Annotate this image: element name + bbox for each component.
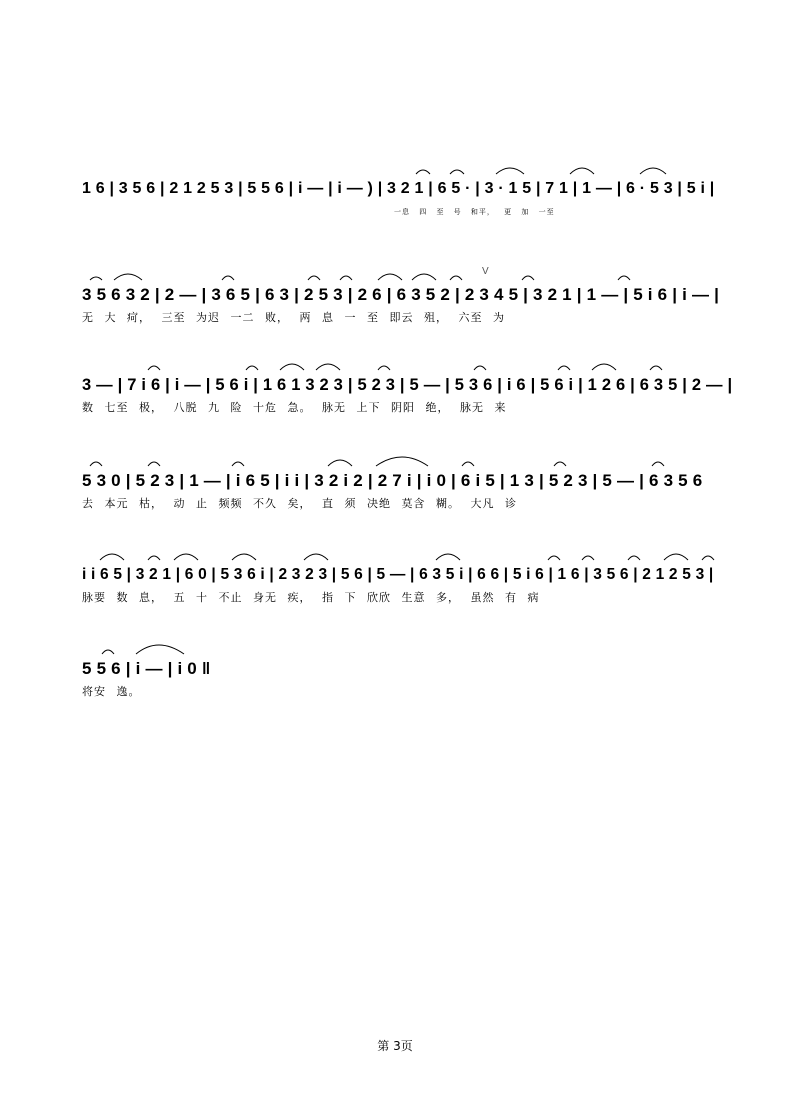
score-system bbox=[82, 452, 732, 512]
notation-line: 5 3 0 | 5 2 3 | 1 — | i 6 5 | i i | 3 2 i 2 | 2 7 i | i 0 | 6 i 5 | 1 3 | 5 2 3 | 5 — | 6 3 5 6 bbox=[82, 471, 703, 490]
score-system bbox=[82, 546, 732, 606]
breath-mark: V bbox=[482, 266, 489, 277]
notation-line: 5 5 6 | i — | i 0 ‖ bbox=[82, 659, 211, 678]
page-number: 第 3页 bbox=[377, 1039, 413, 1053]
notation-line: 1 6 | 3 5 6 | 2 1 2 5 3 | 5 5 6 | i — | i — ) | 3 2 1 | 6 5 · | 3 · 1 5 | 7 1 | 1 — | 6 · 5 3 | 5 i | bbox=[82, 180, 715, 197]
lyrics-line: 脉要 数 息， 五 十 不止 身无 疾， 指 下 欣欣 生意 多， 虽然 有 病 bbox=[82, 591, 540, 604]
notation-line: 3 5 6 3 2 | 2 — | 3 6 5 | 6 3 | 2 5 3 | 2 6 | 6 3 5 2 | 2 3 4 5 | 3 2 1 | 1 — | 5 i 6 | i — | bbox=[82, 285, 720, 304]
score-system bbox=[82, 356, 732, 416]
score-system bbox=[82, 160, 732, 220]
score-system bbox=[82, 266, 732, 326]
lyrics-line: 一息 四 至 号 和平， 更 加 一至 bbox=[394, 208, 555, 216]
lyrics-line: 去 本元 枯， 动 止 频频 不久 矣， 直 须 决绝 莫含 糊。 大凡 诊 bbox=[82, 497, 517, 510]
lyrics-line: 将安 逸。 bbox=[82, 685, 141, 698]
score-system bbox=[82, 640, 732, 700]
lyrics-line: 数 七至 极， 八脱 九 险 十危 急。 脉无 上下 阴阳 绝， 脉无 来 bbox=[82, 401, 507, 414]
notation-line: 3 — | 7 i 6 | i — | 5 6 i | 1 6 1 3 2 3 | 5 2 3 | 5 — | 5 3 6 | i 6 | 5 6 i | 1 2 6 | 6 3 5 | 2 — | bbox=[82, 376, 733, 394]
lyrics-line: 无 大 疴， 三至 为迟 一二 败， 两 息 一 至 即云 殂， 六至 为 bbox=[82, 311, 505, 324]
notation-line: i i 6 5 | 3 2 1 | 6 0 | 5 3 6 i | 2 3 2 3 | 5 6 | 5 — | 6 3 5 i | 6 6 | 5 i 6 | 1 6 | 3 5 6 | 2 1 2 5 3 | bbox=[82, 566, 714, 583]
